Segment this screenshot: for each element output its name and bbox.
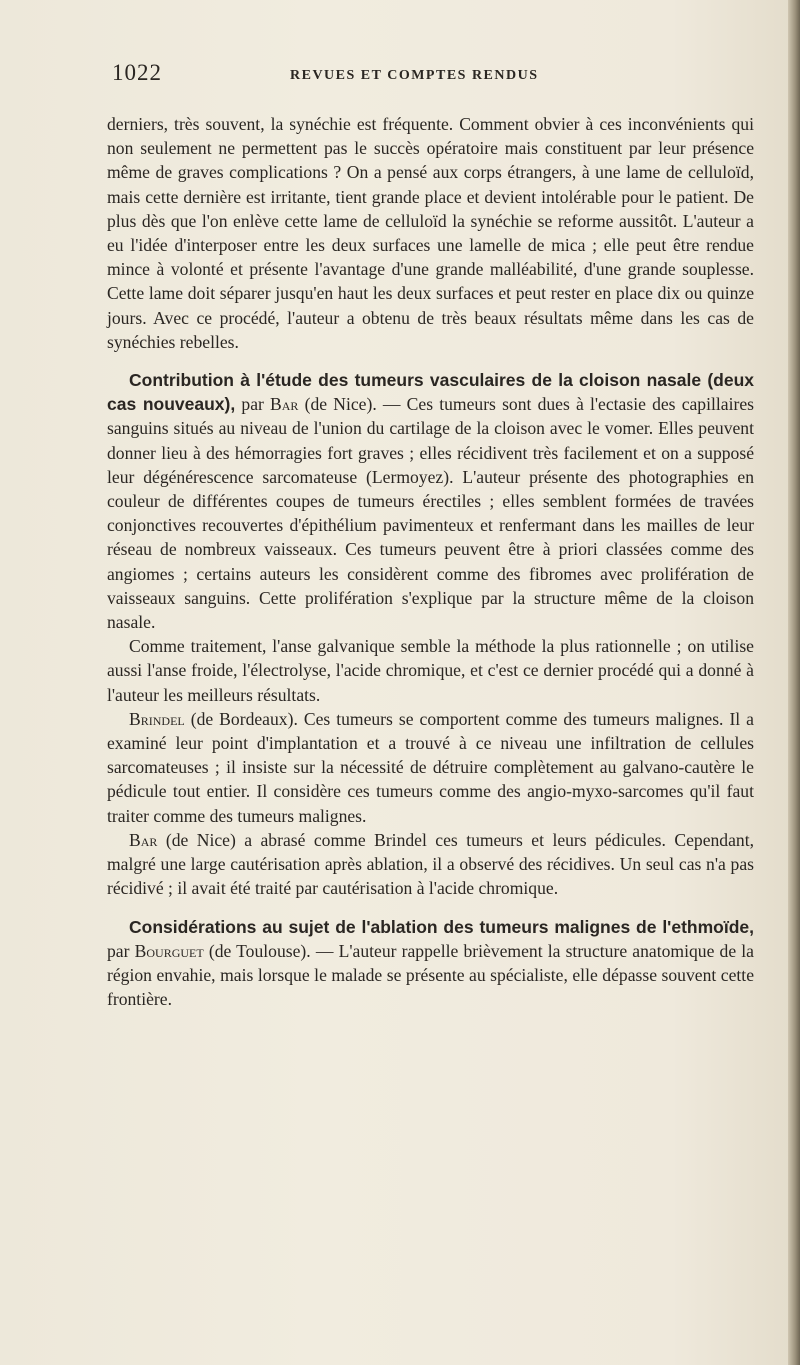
- paragraph-text: L'auteur rappelle brièvement la structure anatomique de la région envahie, mais lorsque le malade se présente au spécialiste, elle dépasse souvent cette frontière.: [107, 940, 754, 1010]
- paragraph-text: (de Bordeaux). Ces tumeurs se comportent comme des tumeurs malignes. Il a examiné leur point d'implantation et a trouvé à ce niveau une infiltration de cellules sarcomateuses ; il insiste sur la nécessité de détruire complètement au galvano-cautère le pédicule tout entier. Il considère ces tumeurs comme des angio-myxo-sarcomes qu'il faut traiter comme des tumeurs malignes.: [107, 708, 754, 826]
- author-name: Bar: [129, 829, 158, 850]
- paragraph-ethmoide: [107, 915, 754, 1012]
- paragraph-bar: [107, 828, 754, 901]
- author-name: Bourguet: [134, 940, 204, 961]
- page-number: 1022: [112, 60, 162, 85]
- paragraph-synechie: derniers, très souvent, la synéchie est fréquente. Comment obvier à ces inconvénients qui non seulement ne permettent pas le succès opératoire mais constituent par leur présence même de graves complications ? On a pensé aux corps étrangers, à une lame de celluloïd, mais cette dernière est irritante, tient grande place et devient intolérable pour le patient. De plus dès que l'on enlève cette lame de celluloïd la synéchie se reforme aussitôt. L'auteur a eu l'idée d'interposer entre les deux surfaces une lamelle de mica ; elle peut être rendue mince à volonté et présente l'avantage d'une grande malléabilité, d'une grande souplesse. Cette lame doit séparer jusqu'en haut les deux surfaces et peut rester en place dix ou quinze jours. Avec ce procédé, l'auteur a obtenu de très beaux résultats même dans les cas de synéchies rebelles.: [107, 114, 754, 352]
- article-body: [107, 112, 754, 1011]
- author-prefix: par: [235, 394, 271, 415]
- paragraph-brindel: [107, 707, 754, 828]
- author-suffix: (de Toulouse). —: [203, 940, 339, 961]
- author-name: Bar: [270, 394, 299, 415]
- section-heading: Considérations au sujet de l'ablation des tumeurs malignes de l'ethmoïde,: [129, 916, 754, 937]
- paragraph-tumeurs-vasculaires: [107, 368, 754, 634]
- author-prefix: par: [107, 940, 135, 961]
- paragraph-text: Ces tumeurs sont dues à l'ectasie des capillaires sanguins situés au niveau de l'union du cartilage de la cloison avec le vomer. Elles peuvent donner lieu à des hémorragies fort graves ; elles récidivent très facilement et on a supposé leur dégénérescence sarcomateuse (Lermoyez). L'auteur présente des photographies en couleur de différentes coupes de tumeurs érectiles ; elles semblent formées de travées conjonctives recouvertes d'épithélium pavimenteux et renfermant dans les mailles de leur réseau de nombreux vaisseaux. Ces tumeurs peuvent être à priori classées comme des angiomes ; certains auteurs les considèrent comme des fibromes avec prolifération de vaisseaux sanguins. Cette prolifération s'explique par la structure même de la cloison nasale.: [107, 394, 754, 633]
- author-suffix: (de Nice). —: [298, 394, 407, 415]
- author-name: Brindel: [129, 708, 185, 729]
- paragraph-traitement: Comme traitement, l'anse galvanique semble la méthode la plus rationnelle ; on utilise aussi l'anse froide, l'électrolyse, l'acide chromique, et c'est ce dernier procédé qui a donné à l'auteur les meilleurs résultats.: [107, 636, 754, 705]
- page-header: [112, 60, 752, 92]
- running-title: REVUES ET COMPTES RENDUS: [290, 68, 539, 83]
- paragraph-text: (de Nice) a abrasé comme Brindel ces tumeurs et leurs pédicules. Cependant, malgré une large cautérisation après ablation, il a observé des récidives. Un seul cas n'a pas récidivé ; il avait été traité par cautérisation à l'acide chromique.: [107, 829, 754, 899]
- section-heading: Contribution à l'étude des tumeurs vasculaires de la cloison nasale (deux cas nouveaux),: [107, 370, 754, 415]
- page-edge-shadow: [788, 0, 800, 1365]
